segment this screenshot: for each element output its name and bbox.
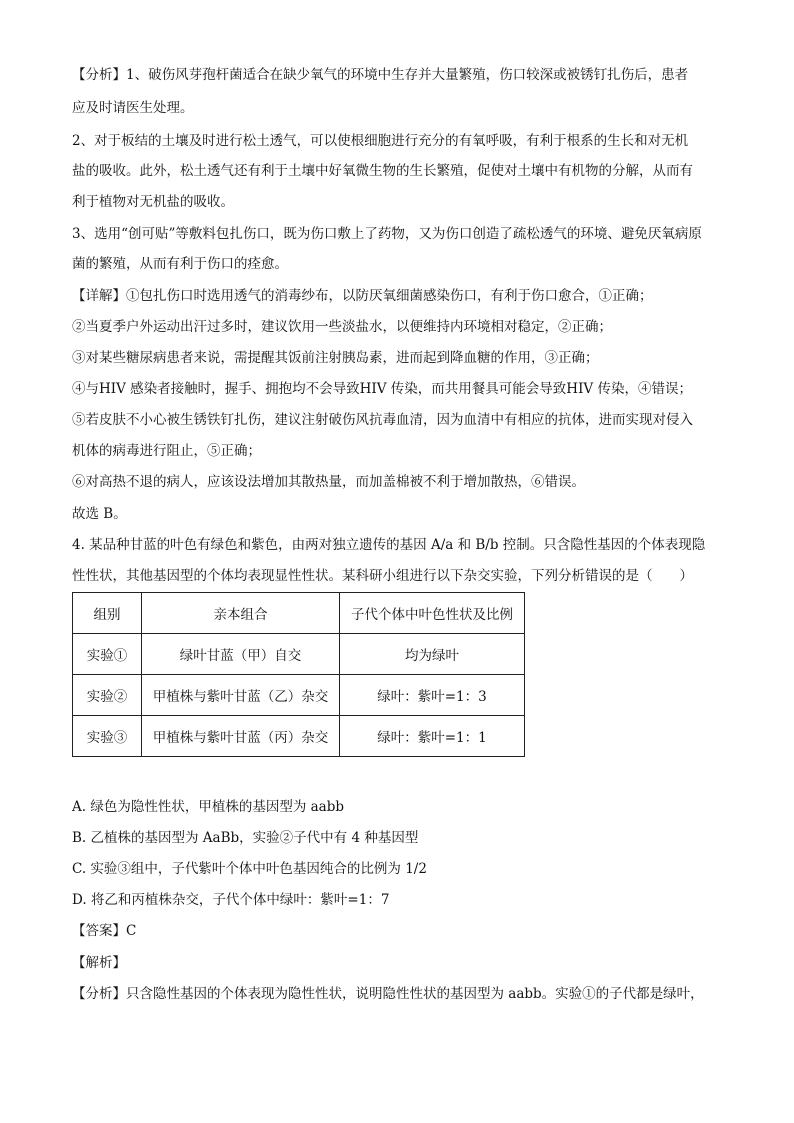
analysis-label: 【解析】 bbox=[72, 955, 126, 971]
option-b: B. 乙植株的基因型为 AaBb，实验②子代中有 4 种基因型 bbox=[72, 830, 419, 846]
table-cell: 实验① bbox=[73, 634, 142, 675]
text-line: ⑥对高热不退的病人，应该设法增加其散热量，而加盖棉被不利于增加散热，⑥错误。 bbox=[72, 474, 585, 490]
text-line: ④与HIV 感染者接触时，握手、拥抱均不会导致HIV 传染，而共用餐具可能会导致HIV 传染，④错误； bbox=[72, 381, 692, 397]
text-line: ⑤若皮肤不小心被生锈铁钉扎伤，建议注射破伤风抗毒血清，因为血清中有相应的抗体，进而实现对侵入 bbox=[72, 412, 693, 428]
text-line: 2、对于板结的土壤及时进行松土透气，可以使根细胞进行充分的有氧呼吸，有利于根系的生长和对无机 bbox=[72, 133, 689, 149]
table-cell: 实验③ bbox=[73, 716, 142, 757]
text-line: ③对某些糖尿病患者来说，需提醒其饭前注射胰岛素，进而起到降血糖的作用，③正确； bbox=[72, 350, 599, 366]
option-d: D. 将乙和丙植株杂交，子代个体中绿叶：紫叶=1：7 bbox=[72, 892, 390, 908]
table-header: 亲本组合 bbox=[142, 593, 340, 634]
table-cell: 绿叶甘蓝（甲）自交 bbox=[142, 634, 340, 675]
text-line: 机体的病毒进行阻止，⑤正确； bbox=[72, 443, 261, 459]
text-line: ②当夏季户外运动出汗过多时，建议饮用一些淡盐水，以便维持内环境相对稳定，②正确； bbox=[72, 319, 612, 335]
text-line: 【详解】①包扎伤口时选用透气的消毒纱布，以防厌氧细菌感染伤口，有利于伤口愈合，①正确； bbox=[72, 288, 653, 304]
table-cell: 绿叶：紫叶=1：1 bbox=[340, 716, 525, 757]
experiment-table bbox=[72, 592, 525, 757]
analysis-line: 【分析】只含隐性基因的个体表现为隐性性状，说明隐性性状的基因型为 aabb。实验①的子代都是绿叶， bbox=[72, 986, 704, 1002]
table-header: 组别 bbox=[73, 593, 142, 634]
option-a: A. 绿色为隐性性状，甲植株的基因型为 aabb bbox=[72, 799, 345, 815]
question-line: 性性状，其他基因型的个体均表现显性性状。某科研小组进行以下杂交实验，下列分析错误的是（ ） bbox=[72, 568, 693, 584]
text-line: 应及时请医生处理。 bbox=[72, 100, 194, 116]
text-line: 【分析】1、破伤风芽孢杆菌适合在缺少氧气的环境中生存并大量繁殖，伤口较深或被锈钉扎伤后，患者 bbox=[72, 67, 689, 83]
option-c: C. 实验③组中，子代紫叶个体中叶色基因纯合的比例为 1/2 bbox=[72, 861, 427, 877]
table-row bbox=[73, 634, 525, 675]
answer-line: 【答案】C bbox=[72, 923, 137, 939]
table-row bbox=[73, 716, 525, 757]
table-cell: 绿叶：紫叶=1：3 bbox=[340, 675, 525, 716]
table-header: 子代个体中叶色性状及比例 bbox=[340, 593, 525, 634]
text-line: 盐的吸收。此外，松土透气还有利于土壤中好氧微生物的生长繁殖，促使对土壤中有机物的分解，从而有 bbox=[72, 163, 693, 179]
table-cell: 实验② bbox=[73, 675, 142, 716]
table-cell: 均为绿叶 bbox=[340, 634, 525, 675]
question-line: 4. 某品种甘蓝的叶色有绿色和紫色，由两对独立遗传的基因 A/a 和 B/b 控制。只含隐性基因的个体表现隐 bbox=[72, 537, 706, 553]
table-header-row bbox=[73, 593, 525, 634]
table-cell: 甲植株与紫叶甘蓝（乙）杂交 bbox=[142, 675, 340, 716]
table-cell: 甲植株与紫叶甘蓝（丙）杂交 bbox=[142, 716, 340, 757]
text-line: 菌的繁殖，从而有利于伤口的痊愈。 bbox=[72, 256, 288, 272]
text-line: 利于植物对无机盐的吸收。 bbox=[72, 194, 234, 210]
text-line: 3、选用“创可贴”等敷料包扎伤口，既为伤口敷上了药物，又为伤口创造了疏松透气的环境、避免厌氧病原 bbox=[72, 226, 702, 242]
text-line: 故选 B。 bbox=[72, 506, 127, 522]
table-row bbox=[73, 675, 525, 716]
